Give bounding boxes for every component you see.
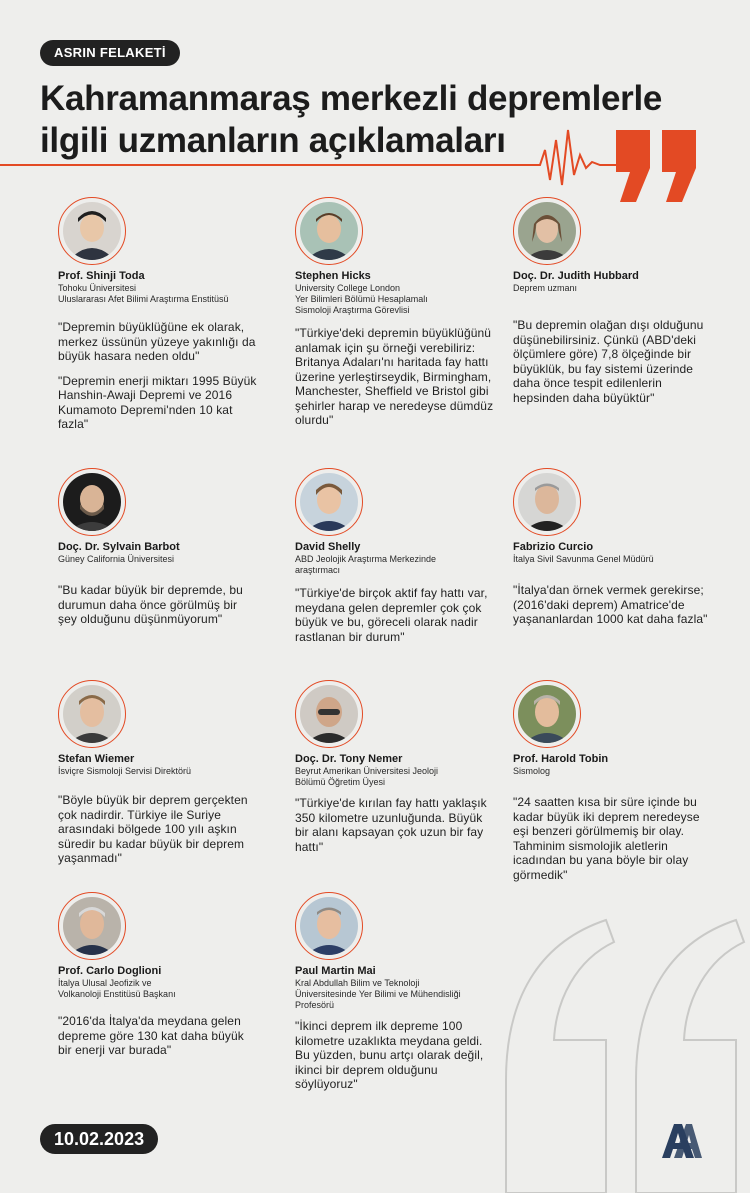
expert-card xyxy=(295,892,495,1092)
expert-role: İtalya Sivil Savunma Genel Müdürü xyxy=(513,554,654,564)
expert-quote: "Depremin büyüklüğüne ek olarak, merkez üssünün yüzeye yakınlığı da büyük hasara neden oldu" xyxy=(58,320,256,363)
expert-card xyxy=(295,197,495,428)
expert-quote: "İkinci deprem ilk depreme 100 kilometre uzaklıkta meydana geldi. Bu yüzden, bunu artçı olarak değil, ikinci bir deprem olduğunu söylüyoruz" xyxy=(295,1019,484,1091)
expert-name: David Shelly xyxy=(295,541,361,553)
expert-name: Paul Martin Mai xyxy=(295,965,376,977)
avatar xyxy=(58,892,126,960)
expert-quote: "24 saatten kısa bir süre içinde bu kadar büyük iki deprem neredeyse eşi benzeri görülmemiş bir olay. Tahminim sismolojik aletlerin icadından bu yana böyle bir olay görmedik" xyxy=(513,795,700,882)
expert-role: Yer Bilimleri Bölümü Hesaplamalı xyxy=(295,294,428,304)
expert-card xyxy=(295,680,495,854)
expert-quote: "İtalya'dan örnek vermek gerekirse; (2016'daki deprem) Amatrice'de yaşananlardan 1000 kat daha fazla" xyxy=(513,583,708,626)
expert-quote: "Türkiye'de kırılan fay hattı yaklaşık 350 kilometre uzunluğunda. Büyük bir alanı kapsayan çok uzun bir fay hattı" xyxy=(295,796,487,854)
section-tag: ASRIN FELAKETİ xyxy=(40,40,180,66)
expert-role: Uluslararası Afet Bilimi Araştırma Enstitüsü xyxy=(58,294,229,304)
avatar xyxy=(295,892,363,960)
expert-role: İtalya Ulusal Jeofizik ve xyxy=(58,978,152,988)
seismograph-line xyxy=(0,120,620,190)
expert-name: Doç. Dr. Judith Hubbard xyxy=(513,270,639,282)
avatar xyxy=(295,680,363,748)
expert-card xyxy=(58,197,258,432)
avatar xyxy=(58,197,126,265)
expert-role: Beyrut Amerikan Üniversitesi Jeoloji xyxy=(295,766,439,776)
decorative-quote-icon xyxy=(496,910,750,1193)
expert-role: İsviçre Sismoloji Servisi Direktörü xyxy=(58,766,192,776)
expert-quote: "Türkiye'de birçok aktif fay hattı var, meydana gelen depremler çok çok büyük ve bu, göreceli olarak nadir rastlanan bir durum" xyxy=(295,586,488,644)
expert-quote: "Bu depremin olağan dışı olduğunu düşünebilirsiniz. Çünkü (ABD'deki ölçümlere göre) 7,8 ölçeğinde bir büyüklük, bu fay sistemi üzerinde daha önce tespit edilenlerin hepsinden daha büyüktür" xyxy=(513,318,704,405)
expert-name: Prof. Carlo Doglioni xyxy=(58,965,162,977)
aa-logo-icon xyxy=(660,1120,704,1160)
expert-card xyxy=(513,680,713,882)
expert-card xyxy=(58,892,258,1058)
expert-role: Volkanoloji Enstitüsü Başkanı xyxy=(58,989,176,999)
avatar xyxy=(295,468,363,536)
expert-role: ABD Jeolojik Araştırma Merkezinde xyxy=(295,554,437,564)
avatar xyxy=(58,468,126,536)
expert-quote: "2016'da İtalya'da meydana gelen depreme göre 130 kat daha büyük bir enerji var burada" xyxy=(58,1014,244,1057)
expert-name: Stefan Wiemer xyxy=(58,753,135,765)
expert-card xyxy=(295,468,495,644)
expert-quote: "Türkiye'deki depremin büyüklüğünü anlamak için şu örneği verebiliriz: Britanya Adaları'nı haritada fay hattı üzerine yerleştirseydik, Birmingham, Manchester, Sheffield ve Bristol gibi şehirler harap ve neredeyse dümdüz olurdu" xyxy=(295,326,494,427)
expert-role: Tohoku Üniversitesi xyxy=(58,283,137,293)
quote-mark-icon xyxy=(612,126,702,206)
expert-name: Fabrizio Curcio xyxy=(513,541,594,553)
expert-role: araştırmacı xyxy=(295,565,341,575)
title-line-1: Kahramanmaraş merkezli depremlerle xyxy=(40,79,663,118)
expert-role: Üniversitesinde Yer Bilimi ve Mühendisliği xyxy=(295,989,461,999)
avatar xyxy=(513,468,581,536)
title-line-2: ilgili uzmanların açıklamaları xyxy=(40,121,506,160)
expert-name: Prof. Harold Tobin xyxy=(513,753,609,765)
expert-name: Stephen Hicks xyxy=(295,270,371,282)
expert-role: Deprem uzmanı xyxy=(513,283,578,293)
expert-name: Doç. Dr. Tony Nemer xyxy=(295,753,403,765)
expert-role: University College London xyxy=(295,283,401,293)
expert-quote: "Bu kadar büyük bir depremde, bu durumun daha önce görülmüş bir şey olduğunu düşünmüyorum" xyxy=(58,583,243,626)
expert-role: Kral Abdullah Bilim ve Teknoloji xyxy=(295,978,420,988)
expert-role: Sismolog xyxy=(513,766,551,776)
avatar xyxy=(295,197,363,265)
expert-quote: "Böyle büyük bir deprem gerçekten çok nadirdir. Türkiye ile Suriye arasındaki bölgede 100 yılı aşkın süredir bu kadar büyük bir deprem yaşanmadı" xyxy=(58,793,248,865)
date-badge: 10.02.2023 xyxy=(40,1124,158,1154)
expert-card xyxy=(58,680,258,866)
expert-role: Sismoloji Araştırma Görevlisi xyxy=(295,305,410,315)
expert-role: Bölümü Öğretim Üyesi xyxy=(295,777,386,787)
expert-card xyxy=(513,197,713,405)
expert-name: Prof. Shinji Toda xyxy=(58,270,145,282)
expert-card xyxy=(58,468,258,627)
expert-quote: "Depremin enerji miktarı 1995 Büyük Hanshin-Awaji Depremi ve 2016 Kumamoto Depremi'nden 10 kat fazla" xyxy=(58,373,257,431)
avatar xyxy=(513,680,581,748)
expert-role: Güney California Üniversitesi xyxy=(58,554,175,564)
expert-role: Profesörü xyxy=(295,1000,335,1010)
expert-card xyxy=(513,468,713,627)
avatar xyxy=(58,680,126,748)
avatar xyxy=(513,197,581,265)
expert-name: Doç. Dr. Sylvain Barbot xyxy=(58,541,180,553)
